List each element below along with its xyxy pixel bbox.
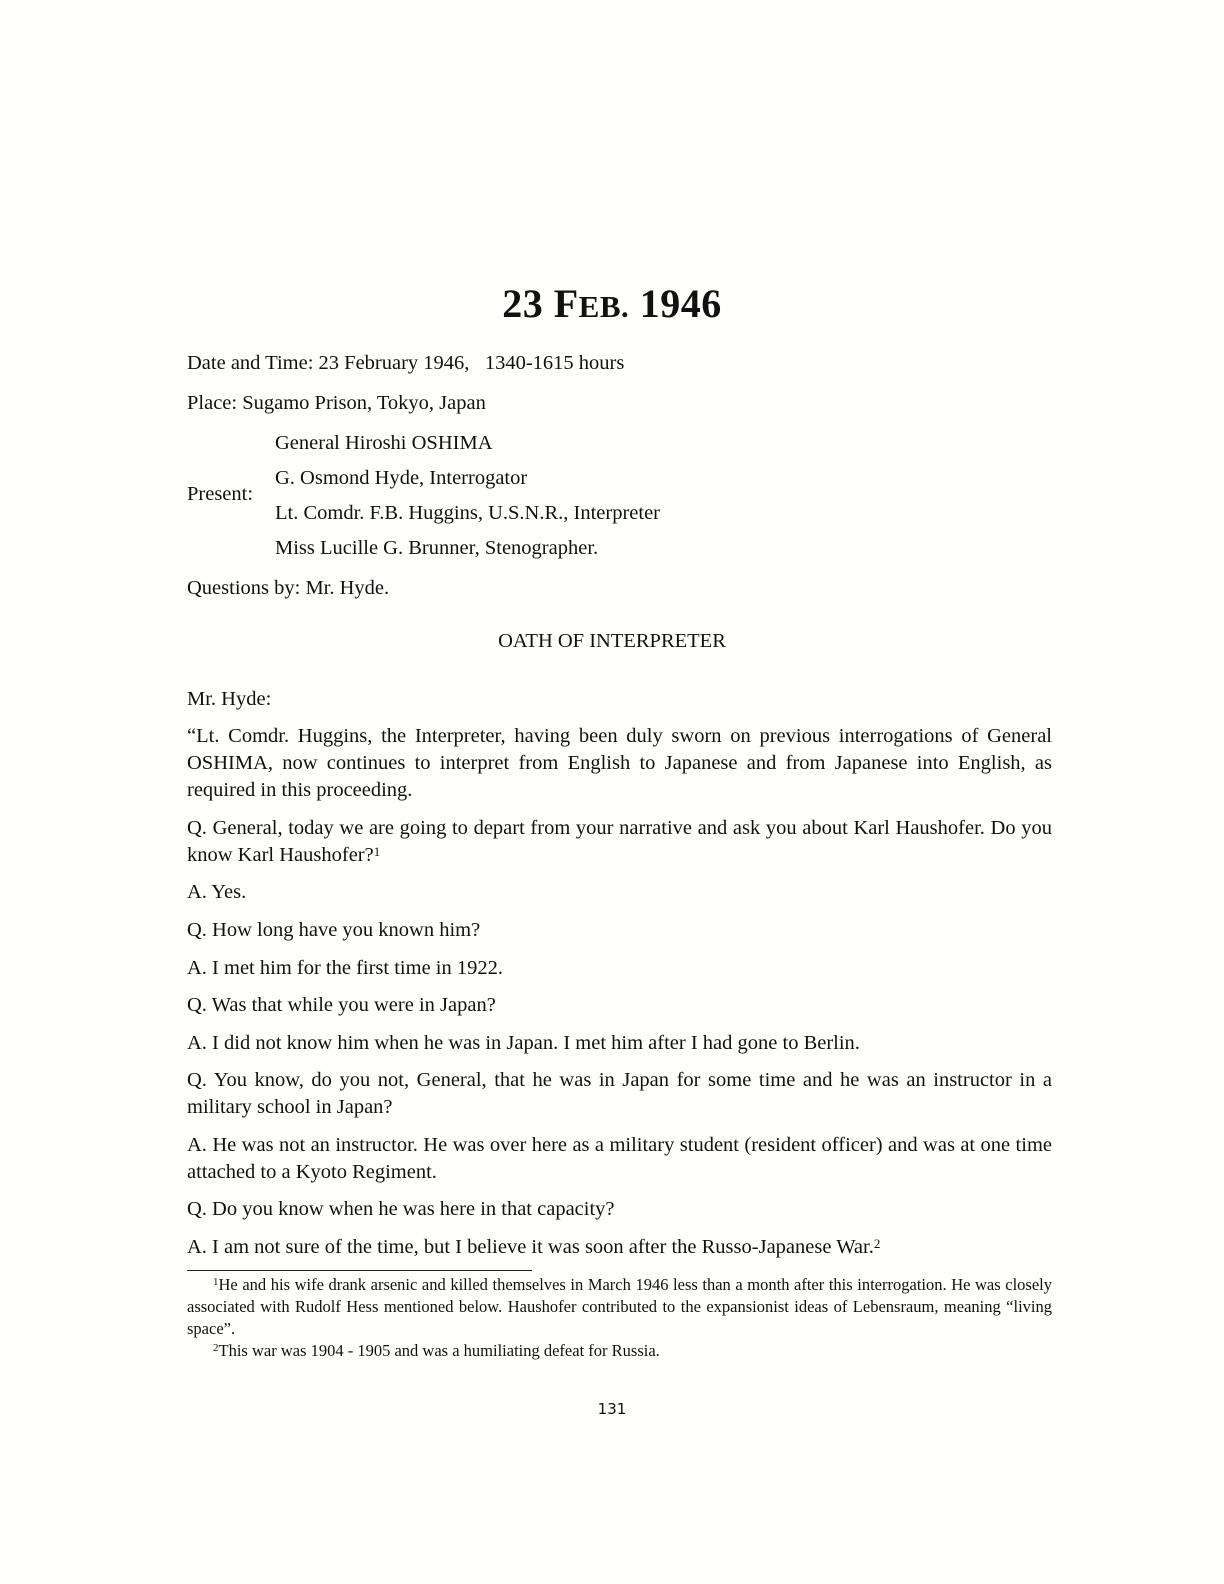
date-time-label: Date and Time:: [187, 352, 314, 374]
questions-by-line: [187, 575, 389, 602]
place-line: [187, 390, 486, 417]
date-time-line: [187, 350, 624, 377]
transcript-question: Q. You know, do you not, General, that he was in Japan for some time and he was an instructor in a military school in Japan?: [187, 1069, 1052, 1118]
transcript-answer: A. I did not know him when he was in Japan. I met him after I had gone to Berlin.: [187, 1032, 860, 1054]
date-value: 23 February 1946,: [318, 352, 470, 374]
present-item: General Hiroshi OSHIMA: [275, 432, 493, 454]
title-year: 1946: [639, 281, 722, 326]
oath-paragraph: “Lt. Comdr. Huggins, the Interpreter, having been duly sworn on previous interrogations of General OSHIMA, now continues to interpret from English to Japanese and from Japanese into English, as required in this proceeding.: [187, 725, 1052, 801]
present-item: Miss Lucille G. Brunner, Stenographer.: [275, 537, 599, 559]
footnote-ref[interactable]: 1: [373, 844, 381, 859]
footnote-ref[interactable]: 2: [873, 1236, 881, 1251]
present-item: Lt. Comdr. F.B. Huggins, U.S.N.R., Interpreter: [275, 502, 660, 524]
transcript-question: Q. Was that while you were in Japan?: [187, 994, 496, 1016]
transcript-question: Q. General, today we are going to depart from your narrative and ask you about Karl Haushofer. Do you know Karl Haushofer?$^1$: [187, 817, 1052, 866]
transcript-question: Q. How long have you known him?: [187, 919, 481, 941]
transcript-answer: A. Yes.: [187, 881, 247, 903]
title-month: FEB.: [553, 281, 630, 326]
footnote-text: He and his wife drank arsenic and killed themselves in March 1946 less than a month after this interrogation. He was closely associated with Rudolf Hess mentioned below. Haushofer contributed to the expansionist ideas of Lebensraum, meaning “living space”.: [187, 1275, 1052, 1338]
title-day: 23: [502, 281, 544, 326]
footnote-text: This war was 1904 - 1905 and was a humiliating defeat for Russia.: [218, 1341, 660, 1360]
speaker-label: Mr. Hyde:: [187, 688, 272, 710]
time-value: 1340-1615 hours: [484, 352, 625, 374]
footnote-2: [187, 1340, 1052, 1362]
transcript-answer: A. I am not sure of the time, but I believe it was soon after the Russo-Japanese War.$^2$: [187, 1236, 881, 1258]
present-label: Present:: [187, 483, 254, 505]
section-heading: OATH OF INTERPRETER: [498, 630, 726, 652]
transcript-question: Q. Do you know when he was here in that capacity?: [187, 1198, 615, 1220]
page-number: 131: [597, 1400, 627, 1418]
transcript-answer: A. I met him for the first time in 1922.: [187, 957, 503, 979]
transcript-answer: A. He was not an instructor. He was over here as a military student (resident officer) and was at one time attached to a Kyoto Regiment.: [187, 1134, 1052, 1183]
present-item: G. Osmond Hyde, Interrogator: [275, 467, 528, 489]
footnote-number: 1: [213, 1276, 219, 1288]
footnote-1: [187, 1274, 1052, 1340]
questions-by-value: Mr. Hyde.: [305, 577, 390, 599]
place-label: Place:: [187, 392, 238, 414]
place-value: Sugamo Prison, Tokyo, Japan: [242, 392, 486, 414]
footnote-number: 2: [213, 1342, 219, 1354]
questions-by-label: Questions by:: [187, 577, 301, 599]
footnote-divider: [187, 1270, 532, 1271]
page-title: [0, 280, 1224, 327]
